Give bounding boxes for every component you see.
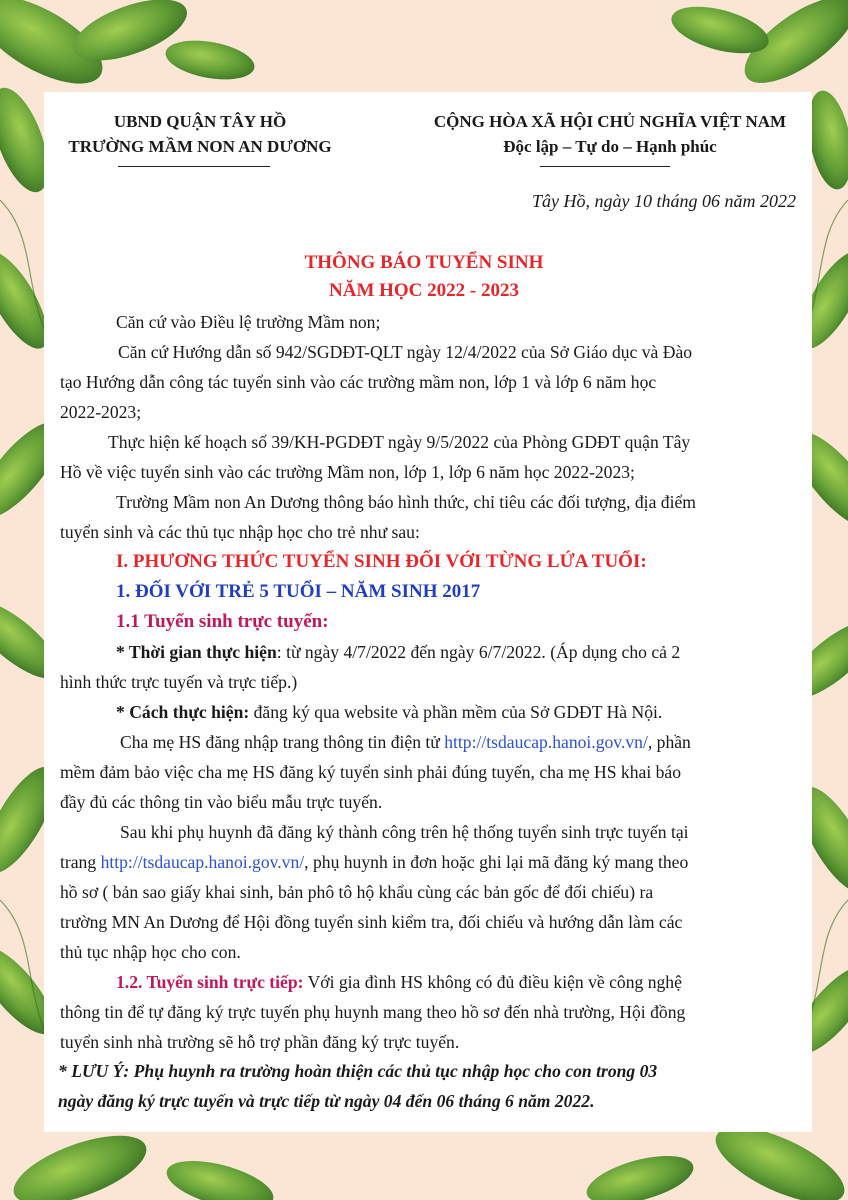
login-text-a: Cha mẹ HS đăng nhập trang thông tin điện tử	[120, 732, 445, 752]
left-header-underline	[118, 166, 270, 167]
time-label: * Thời gian thực hiện	[116, 642, 277, 662]
national-title: CỘNG HÒA XÃ HỘI CHỦ NGHĨA VIỆT NAM	[433, 112, 787, 131]
section-heading-I: I. PHƯƠNG THỨC TUYỂN SINH ĐỐI VỚI TỪNG LỨA TUỔI:	[116, 551, 647, 572]
after-register-text-b: , phụ huynh in đơn hoặc ghi lại mã đăng ký mang theo	[304, 852, 689, 872]
paragraph-after-register-line3: hồ sơ ( bản sao giấy khai sinh, bản phô tô hộ khẩu cùng các bản gốc để đối chiếu) ra	[60, 882, 654, 902]
section-heading-1-2: 1.2. Tuyển sinh trực tiếp:	[116, 972, 304, 992]
paragraph-login-line1	[60, 727, 800, 757]
paragraph-login-line3: đầy đủ các thông tin vào biểu mẫu trực tuyến.	[60, 792, 383, 812]
paragraph-after-register-line5: thủ tục nhập học cho con.	[60, 942, 241, 962]
paragraph-announcement-line2: tuyển sinh và các thủ tục nhập học cho trẻ như sau:	[60, 522, 420, 542]
section-heading-1-1: 1.1 Tuyển sinh trực tuyến:	[116, 611, 329, 632]
paragraph-login-line2: mềm đảm bảo việc cha mẹ HS đăng ký tuyển sinh phải đúng tuyến, cha mẹ HS khai báo	[60, 762, 682, 782]
national-motto: Độc lập – Tự do – Hạnh phúc	[503, 137, 717, 156]
paragraph-direct-line3: tuyển sinh nhà trường sẽ hỗ trợ phần đăng ký trực tuyến.	[60, 1032, 460, 1052]
after-register-text-a: trang	[60, 852, 101, 872]
paragraph-time-line2: hình thức trực tuyến và trực tiếp.)	[60, 672, 298, 692]
paragraph-plan-line1: Thực hiện kế hoạch số 39/KH-PGDĐT ngày 9/5/2022 của Phòng GDĐT quận Tây	[108, 432, 691, 452]
notice-title: THÔNG BÁO TUYỂN SINH	[304, 252, 544, 273]
school-name: TRƯỜNG MẦM NON AN DƯƠNG	[68, 137, 332, 156]
paragraph-legal-basis-1: Căn cứ vào Điều lệ trường Mầm non;	[116, 312, 381, 332]
paragraph-time	[60, 637, 800, 667]
paragraph-after-register-line2	[60, 847, 800, 877]
method-label: * Cách thực hiện:	[116, 702, 250, 722]
paragraph-method	[60, 697, 800, 727]
paragraph-after-register-line4: trường MN An Dương để Hội đồng tuyển sinh kiểm tra, đối chiếu và hướng dẫn làm các	[60, 912, 683, 932]
school-year: NĂM HỌC 2022 - 2023	[329, 280, 519, 301]
direct-text-a: Với gia đình HS không có đủ điều kiện về công nghệ	[303, 972, 682, 992]
paragraph-direct-line2: thông tin để tự đăng ký trực tuyến phụ huynh mang theo hồ sơ đến nhà trường, Hội đồng	[60, 1002, 686, 1022]
paragraph-announcement-line1: Trường Mầm non An Dương thông báo hình thức, chỉ tiêu các đối tượng, địa điểm	[116, 492, 696, 512]
paragraph-after-register-line1: Sau khi phụ huynh đã đăng ký thành công trên hệ thống tuyển sinh trực tuyến tại	[120, 822, 689, 842]
time-text: : từ ngày 4/7/2022 đến ngày 6/7/2022. (Áp dụng cho cả 2	[276, 642, 681, 662]
section-heading-1: 1. ĐỐI VỚI TRẺ 5 TUỔI – NĂM SINH 2017	[116, 581, 481, 602]
note-line2: ngày đăng ký trực tuyến và trực tiếp từ ngày 04 đến 06 tháng 6 năm 2022.	[58, 1091, 595, 1111]
paragraph-direct-line1	[60, 967, 800, 997]
date-line: Tây Hồ, ngày 10 tháng 06 năm 2022	[532, 191, 796, 211]
paragraph-plan-line2: Hồ về việc tuyển sinh vào các trường Mầm non, lớp 1, lớp 6 năm học 2022-2023;	[60, 462, 635, 482]
paragraph-legal-basis-2-line3: 2022-2023;	[60, 402, 142, 422]
login-text-b: , phần	[647, 732, 691, 752]
authority-name: UBND QUẬN TÂY HỒ	[113, 112, 287, 131]
admission-portal-link-1[interactable]: http://tsdaucap.hanoi.gov.vn/	[444, 732, 648, 752]
right-header-underline	[540, 166, 670, 167]
admission-portal-link-2[interactable]: http://tsdaucap.hanoi.gov.vn/	[100, 852, 305, 872]
method-text: đăng ký qua website và phần mềm của Sở GDĐT Hà Nội.	[249, 702, 663, 722]
paragraph-legal-basis-2-line2: tạo Hướng dẫn công tác tuyển sinh vào các trường mầm non, lớp 1 và lớp 6 năm học	[60, 372, 657, 392]
paragraph-legal-basis-2-line1: Căn cứ Hướng dẫn số 942/SGDĐT-QLT ngày 12/4/2022 của Sở Giáo dục và Đào	[118, 342, 693, 362]
note-line1: * LƯU Ý: Phụ huynh ra trường hoàn thiện các thủ tục nhập học cho con trong 03	[58, 1061, 658, 1081]
